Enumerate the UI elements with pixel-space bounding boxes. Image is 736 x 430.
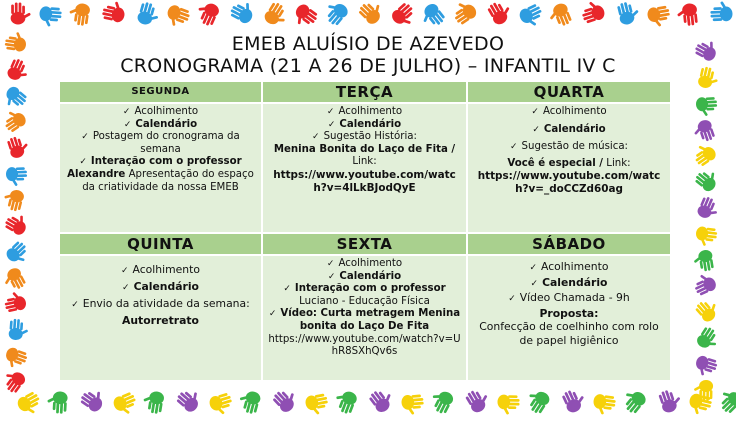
- handprint-icon: [697, 66, 721, 91]
- check-icon: ✓: [122, 283, 130, 293]
- handprint-icon: [271, 385, 301, 415]
- school-name: EMEB ALUÍSIO DE AZEVEDO: [231, 33, 505, 55]
- handprint-icon: [657, 387, 683, 414]
- day-header-segunda: SEGUNDA: [60, 82, 263, 104]
- handprint-icon: [3, 210, 31, 237]
- list-item: Confecção de coelhinho com rolo de papel higiênico: [479, 320, 659, 347]
- handprint-icon: [68, 2, 91, 27]
- list-item: Menina Bonita do Laço de Fita / Link:: [273, 143, 456, 168]
- list-item: ✓ Calendário: [327, 270, 402, 282]
- handprint-icon: [676, 3, 699, 27]
- handprint-icon: [427, 387, 455, 416]
- day-body-sabado: [468, 256, 672, 382]
- list-item: ✓ Acolhimento: [326, 258, 403, 269]
- schedule-table: [60, 82, 672, 382]
- check-icon: ✓: [327, 271, 336, 282]
- list-item: ✓ Sugestão de música:: [510, 141, 628, 153]
- check-icon: ✓: [326, 107, 335, 117]
- check-icon: ✓: [268, 309, 277, 320]
- video-link[interactable]: https://www.youtube.com/watch?v=UhR8SXhQv6s: [268, 333, 461, 358]
- day-body-quarta: [468, 104, 672, 234]
- schedule-title: CRONOGRAMA (21 A 26 DE JULHO) – INFANTIL IV C: [120, 55, 616, 77]
- day-header-terca: TERÇA: [263, 82, 468, 104]
- handprint-icon: [0, 266, 27, 294]
- handprint-icon: [619, 386, 649, 416]
- handprint-icon: [321, 0, 351, 28]
- handprint-icon: [262, 0, 291, 29]
- list-item: ✓ Acolhimento: [65, 262, 256, 279]
- check-icon: ✓: [79, 157, 87, 168]
- handprint-icon: [693, 165, 722, 193]
- handprint-icon: [304, 393, 330, 417]
- day-body-segunda: [60, 104, 263, 234]
- handprint-icon: [616, 0, 641, 26]
- list-item: ✓ Interação com o professor Alexandre Apresentação do espaço da criatividade da nossa EMEB: [67, 156, 254, 193]
- check-icon: ✓: [81, 132, 89, 143]
- check-icon: ✓: [326, 259, 335, 269]
- handprint-icon: [486, 0, 515, 27]
- handprint-icon: [174, 385, 204, 415]
- day-body-quinta: [60, 256, 263, 382]
- list-item: ✓ Acolhimento: [326, 106, 403, 117]
- handprint-icon: [101, 0, 127, 23]
- handprint-icon: [401, 394, 425, 416]
- handprint-icon: [367, 385, 397, 415]
- check-icon: ✓: [531, 107, 539, 117]
- check-icon: ✓: [121, 266, 129, 276]
- list-item: ✓ Calendário: [123, 118, 198, 130]
- handprint-icon: [6, 167, 28, 187]
- day-header-quarta: QUARTA: [468, 82, 672, 104]
- handprint-icon: [39, 6, 62, 28]
- check-icon: ✓: [312, 132, 320, 143]
- handprint-icon: [15, 390, 44, 418]
- handprint-icon: [136, 1, 162, 28]
- list-item: ✓ Vídeo: Curta metragem Menina bonita do Laço De Fita: [268, 308, 461, 332]
- handprint-icon: [2, 346, 28, 371]
- list-item: Proposta:: [539, 306, 599, 320]
- handprint-icon: [164, 4, 192, 31]
- handprint-icon: [417, 1, 447, 31]
- list-item: ✓ Sugestão História:: [312, 131, 417, 143]
- handprint-icon: [1, 187, 25, 212]
- list-item: Luciano - Educação Física: [299, 295, 430, 307]
- handprint-icon: [11, 2, 31, 24]
- handprint-icon: [715, 385, 736, 415]
- handprint-icon: [693, 36, 721, 63]
- handprint-icon: [546, 2, 573, 30]
- handprint-icon: [228, 0, 257, 25]
- list-item: ✓ Calendário: [327, 118, 402, 130]
- handprint-icon: [332, 388, 359, 416]
- list-item: ✓ Acolhimento: [122, 106, 199, 117]
- handprint-icon: [560, 386, 588, 415]
- handprint-icon: [646, 5, 671, 29]
- video-link[interactable]: https://www.youtube.com/watch?v=4lLkBJodQyE: [273, 168, 456, 194]
- day-header-sexta: SEXTA: [263, 234, 468, 256]
- handprint-icon: [696, 195, 722, 222]
- list-item: ✓ Interação com o professor: [283, 283, 446, 295]
- handprint-icon: [290, 2, 320, 31]
- list-item: ✓ Postagem do cronograma da semana: [81, 131, 240, 155]
- handprint-icon: [692, 249, 714, 273]
- list-item: ✓ Vídeo Chamada - 9h: [473, 291, 665, 307]
- handprint-icon: [357, 0, 387, 27]
- handprint-icon: [0, 367, 28, 395]
- handprint-icon: [193, 0, 221, 28]
- day-header-sabado: SÁBADO: [468, 234, 672, 256]
- handprint-icon: [4, 239, 33, 268]
- day-body-terca: [263, 104, 468, 234]
- handprint-icon: [389, 1, 419, 31]
- handprint-icon: [710, 1, 733, 22]
- handprint-icon: [691, 118, 716, 144]
- check-icon: ✓: [530, 278, 539, 289]
- list-item: Você é especial / Link:: [507, 157, 631, 169]
- handprint-icon: [46, 391, 67, 414]
- handprint-icon: [0, 84, 29, 112]
- handprint-icon: [695, 226, 718, 248]
- video-link[interactable]: https://www.youtube.com/watch?v=_doCCZd60ag: [477, 170, 661, 195]
- handprint-icon: [592, 393, 616, 416]
- handprint-icon: [6, 57, 32, 84]
- list-item: ✓ Calendário: [532, 123, 606, 135]
- check-icon: ✓: [283, 284, 291, 295]
- handprint-icon: [236, 388, 261, 415]
- check-icon: ✓: [122, 107, 131, 117]
- check-icon: ✓: [327, 119, 336, 130]
- handprint-icon: [694, 296, 722, 325]
- list-item: Autorretrato: [122, 314, 199, 327]
- handprint-icon: [8, 319, 29, 341]
- handprint-icon: [464, 385, 493, 414]
- handprint-icon: [111, 391, 139, 418]
- handprint-icon: [497, 394, 519, 415]
- check-icon: ✓: [510, 142, 518, 153]
- handprint-icon: [4, 30, 27, 52]
- list-item: ✓ Acolhimento: [531, 106, 607, 117]
- day-body-sexta: [263, 256, 468, 382]
- handprint-icon: [517, 2, 546, 30]
- handprint-icon: [693, 354, 719, 379]
- handprint-icon: [141, 390, 165, 415]
- check-icon: ✓: [123, 119, 132, 130]
- handprint-icon: [523, 386, 552, 416]
- list-item: ✓ Acolhimento: [473, 260, 665, 276]
- check-icon: ✓: [71, 300, 79, 310]
- list-item: ✓ Calendário: [473, 276, 665, 292]
- handprint-icon: [208, 392, 235, 418]
- handprint-icon: [691, 271, 718, 297]
- handprint-icon: [695, 325, 723, 353]
- handprint-icon: [696, 96, 718, 116]
- check-icon: ✓: [532, 124, 540, 135]
- handprint-icon: [690, 140, 718, 168]
- day-header-quinta: QUINTA: [60, 234, 263, 256]
- handprint-icon: [0, 106, 28, 134]
- check-icon: ✓: [508, 294, 516, 304]
- check-icon: ✓: [529, 263, 538, 273]
- handprint-icon: [579, 0, 606, 25]
- handprint-icon: [78, 385, 108, 414]
- handprint-icon: [3, 290, 28, 313]
- handprint-icon: [6, 134, 31, 160]
- list-item: ✓ Calendário: [65, 279, 256, 296]
- list-item: ✓ Envio da atividade da semana:: [65, 296, 256, 313]
- handprint-icon: [449, 0, 479, 27]
